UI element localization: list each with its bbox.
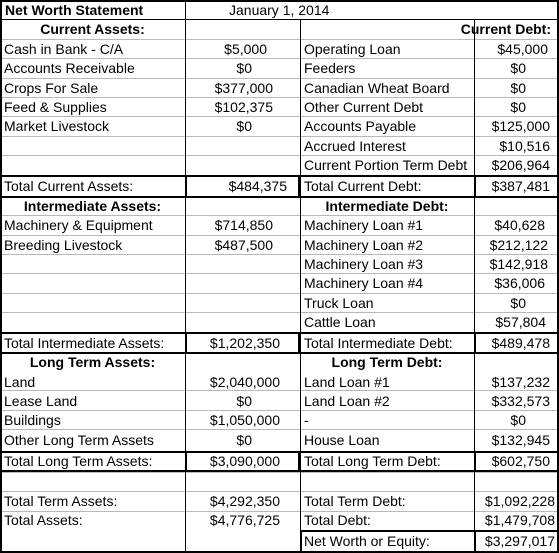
intermediate-debt-value: $142,918 — [489, 256, 548, 272]
intermediate-debt-label: Machinery Loan #4 — [304, 275, 424, 291]
long-term-assets-heading: Long Term Assets: — [29, 354, 156, 370]
current-debt-label: Feeders — [304, 60, 356, 76]
intermediate-asset-value: $487,500 — [214, 237, 273, 253]
intermediate-asset-label: Breeding Livestock — [4, 237, 123, 253]
current-debt-heading: Current Debt: — [460, 21, 551, 37]
current-debt-label: Accrued Interest — [304, 138, 406, 154]
current-debt-label: Operating Loan — [304, 41, 401, 57]
long-term-debt-value: $332,573 — [491, 393, 550, 409]
total-intermediate-debt-label: Total Intermediate Debt: — [304, 335, 453, 351]
long-term-asset-value: $0 — [236, 393, 252, 409]
total-current-assets-label: Total Current Assets: — [4, 178, 134, 194]
intermediate-debt-label: Machinery Loan #2 — [304, 237, 424, 253]
total-assets-value: $4,776,725 — [209, 512, 280, 528]
current-debt-value: $0 — [510, 60, 526, 76]
current-asset-label: Market Livestock — [4, 118, 110, 134]
current-asset-value: $0 — [236, 118, 252, 134]
long-term-asset-label: Land — [4, 374, 36, 390]
intermediate-debt-value: $57,804 — [495, 314, 546, 330]
current-asset-value: $0 — [236, 60, 252, 76]
current-asset-label: Accounts Receivable — [4, 60, 135, 76]
total-long-term-debt-label: Total Long Term Debt: — [304, 453, 441, 469]
intermediate-debt-value: $40,628 — [494, 217, 545, 233]
current-asset-label: Crops For Sale — [4, 80, 99, 96]
current-assets-heading: Current Assets: — [40, 21, 145, 37]
intermediate-debt-label: Cattle Loan — [304, 314, 376, 330]
long-term-debt-label: Land Loan #2 — [304, 393, 390, 409]
long-term-asset-label: Other Long Term Assets — [4, 432, 154, 448]
current-debt-value: $0 — [510, 99, 526, 115]
intermediate-debt-value: $212,122 — [489, 237, 548, 253]
intermediate-assets-heading: Intermediate Assets: — [23, 198, 162, 214]
total-current-debt-label: Total Current Debt: — [304, 178, 422, 194]
long-term-debt-value: $0 — [510, 412, 526, 428]
long-term-asset-label: Buildings — [4, 412, 61, 428]
current-debt-label: Current Portion Term Debt — [304, 157, 468, 173]
total-long-term-debt-value: $602,750 — [491, 453, 550, 469]
current-asset-label: Cash in Bank - C/A — [4, 41, 124, 57]
intermediate-debt-heading: Intermediate Debt: — [325, 198, 449, 214]
current-debt-value: $125,000 — [491, 118, 550, 134]
current-asset-label: Feed & Supplies — [4, 99, 107, 115]
intermediate-asset-value: $714,850 — [214, 217, 273, 233]
intermediate-debt-label: Machinery Loan #3 — [304, 256, 424, 272]
total-intermediate-assets-value: $1,202,350 — [209, 335, 280, 351]
current-debt-value: $45,000 — [497, 41, 548, 57]
total-intermediate-debt-value: $489,478 — [491, 335, 550, 351]
intermediate-debt-label: Truck Loan — [304, 295, 374, 311]
long-term-asset-label: Lease Land — [4, 393, 78, 409]
current-debt-label: Other Current Debt — [304, 99, 424, 115]
intermediate-debt-value: $0 — [510, 295, 526, 311]
total-long-term-assets-label: Total Long Term Assets: — [4, 453, 153, 469]
long-term-debt-label: - — [304, 412, 309, 428]
net-worth-value: $3,297,017 — [484, 533, 555, 549]
long-term-asset-value: $2,040,000 — [209, 374, 280, 390]
net-worth-label: Net Worth or Equity: — [304, 533, 430, 549]
statement-date: January 1, 2014 — [229, 2, 330, 18]
long-term-debt-value: $132,945 — [491, 432, 550, 448]
current-debt-value: $206,964 — [491, 157, 550, 173]
current-debt-label: Canadian Wheat Board — [304, 80, 450, 96]
total-intermediate-assets-label: Total Intermediate Assets: — [4, 335, 165, 351]
intermediate-asset-label: Machinery & Equipment — [4, 217, 153, 233]
total-debt-value: $1,479,708 — [484, 512, 555, 528]
long-term-asset-value: $1,050,000 — [209, 412, 280, 428]
current-asset-value: $5,000 — [224, 41, 267, 57]
statement-title: Net Worth Statement — [5, 2, 144, 18]
total-term-debt-label: Total Term Debt: — [304, 493, 406, 509]
long-term-debt-label: House Loan — [304, 432, 380, 448]
total-term-debt-value: $1,092,228 — [484, 493, 555, 509]
current-asset-value: $102,375 — [214, 99, 273, 115]
total-current-assets-value: $484,375 — [228, 178, 287, 194]
long-term-debt-value: $137,232 — [491, 374, 550, 390]
current-debt-value: $0 — [510, 80, 526, 96]
current-debt-label: Accounts Payable — [304, 118, 417, 134]
total-long-term-assets-value: $3,090,000 — [209, 453, 280, 469]
intermediate-debt-value: $36,006 — [494, 275, 545, 291]
intermediate-debt-label: Machinery Loan #1 — [304, 217, 424, 233]
total-term-assets-value: $4,292,350 — [209, 493, 280, 509]
total-assets-label: Total Assets: — [4, 512, 83, 528]
total-term-assets-label: Total Term Assets: — [4, 493, 118, 509]
long-term-debt-heading: Long Term Debt: — [331, 354, 443, 370]
current-debt-value: $10,516 — [499, 138, 550, 154]
long-term-debt-label: Land Loan #1 — [304, 374, 390, 390]
current-asset-value: $377,000 — [214, 80, 273, 96]
total-debt-label: Total Debt: — [304, 512, 371, 528]
long-term-asset-value: $0 — [236, 432, 252, 448]
total-current-debt-value: $387,481 — [491, 178, 550, 194]
